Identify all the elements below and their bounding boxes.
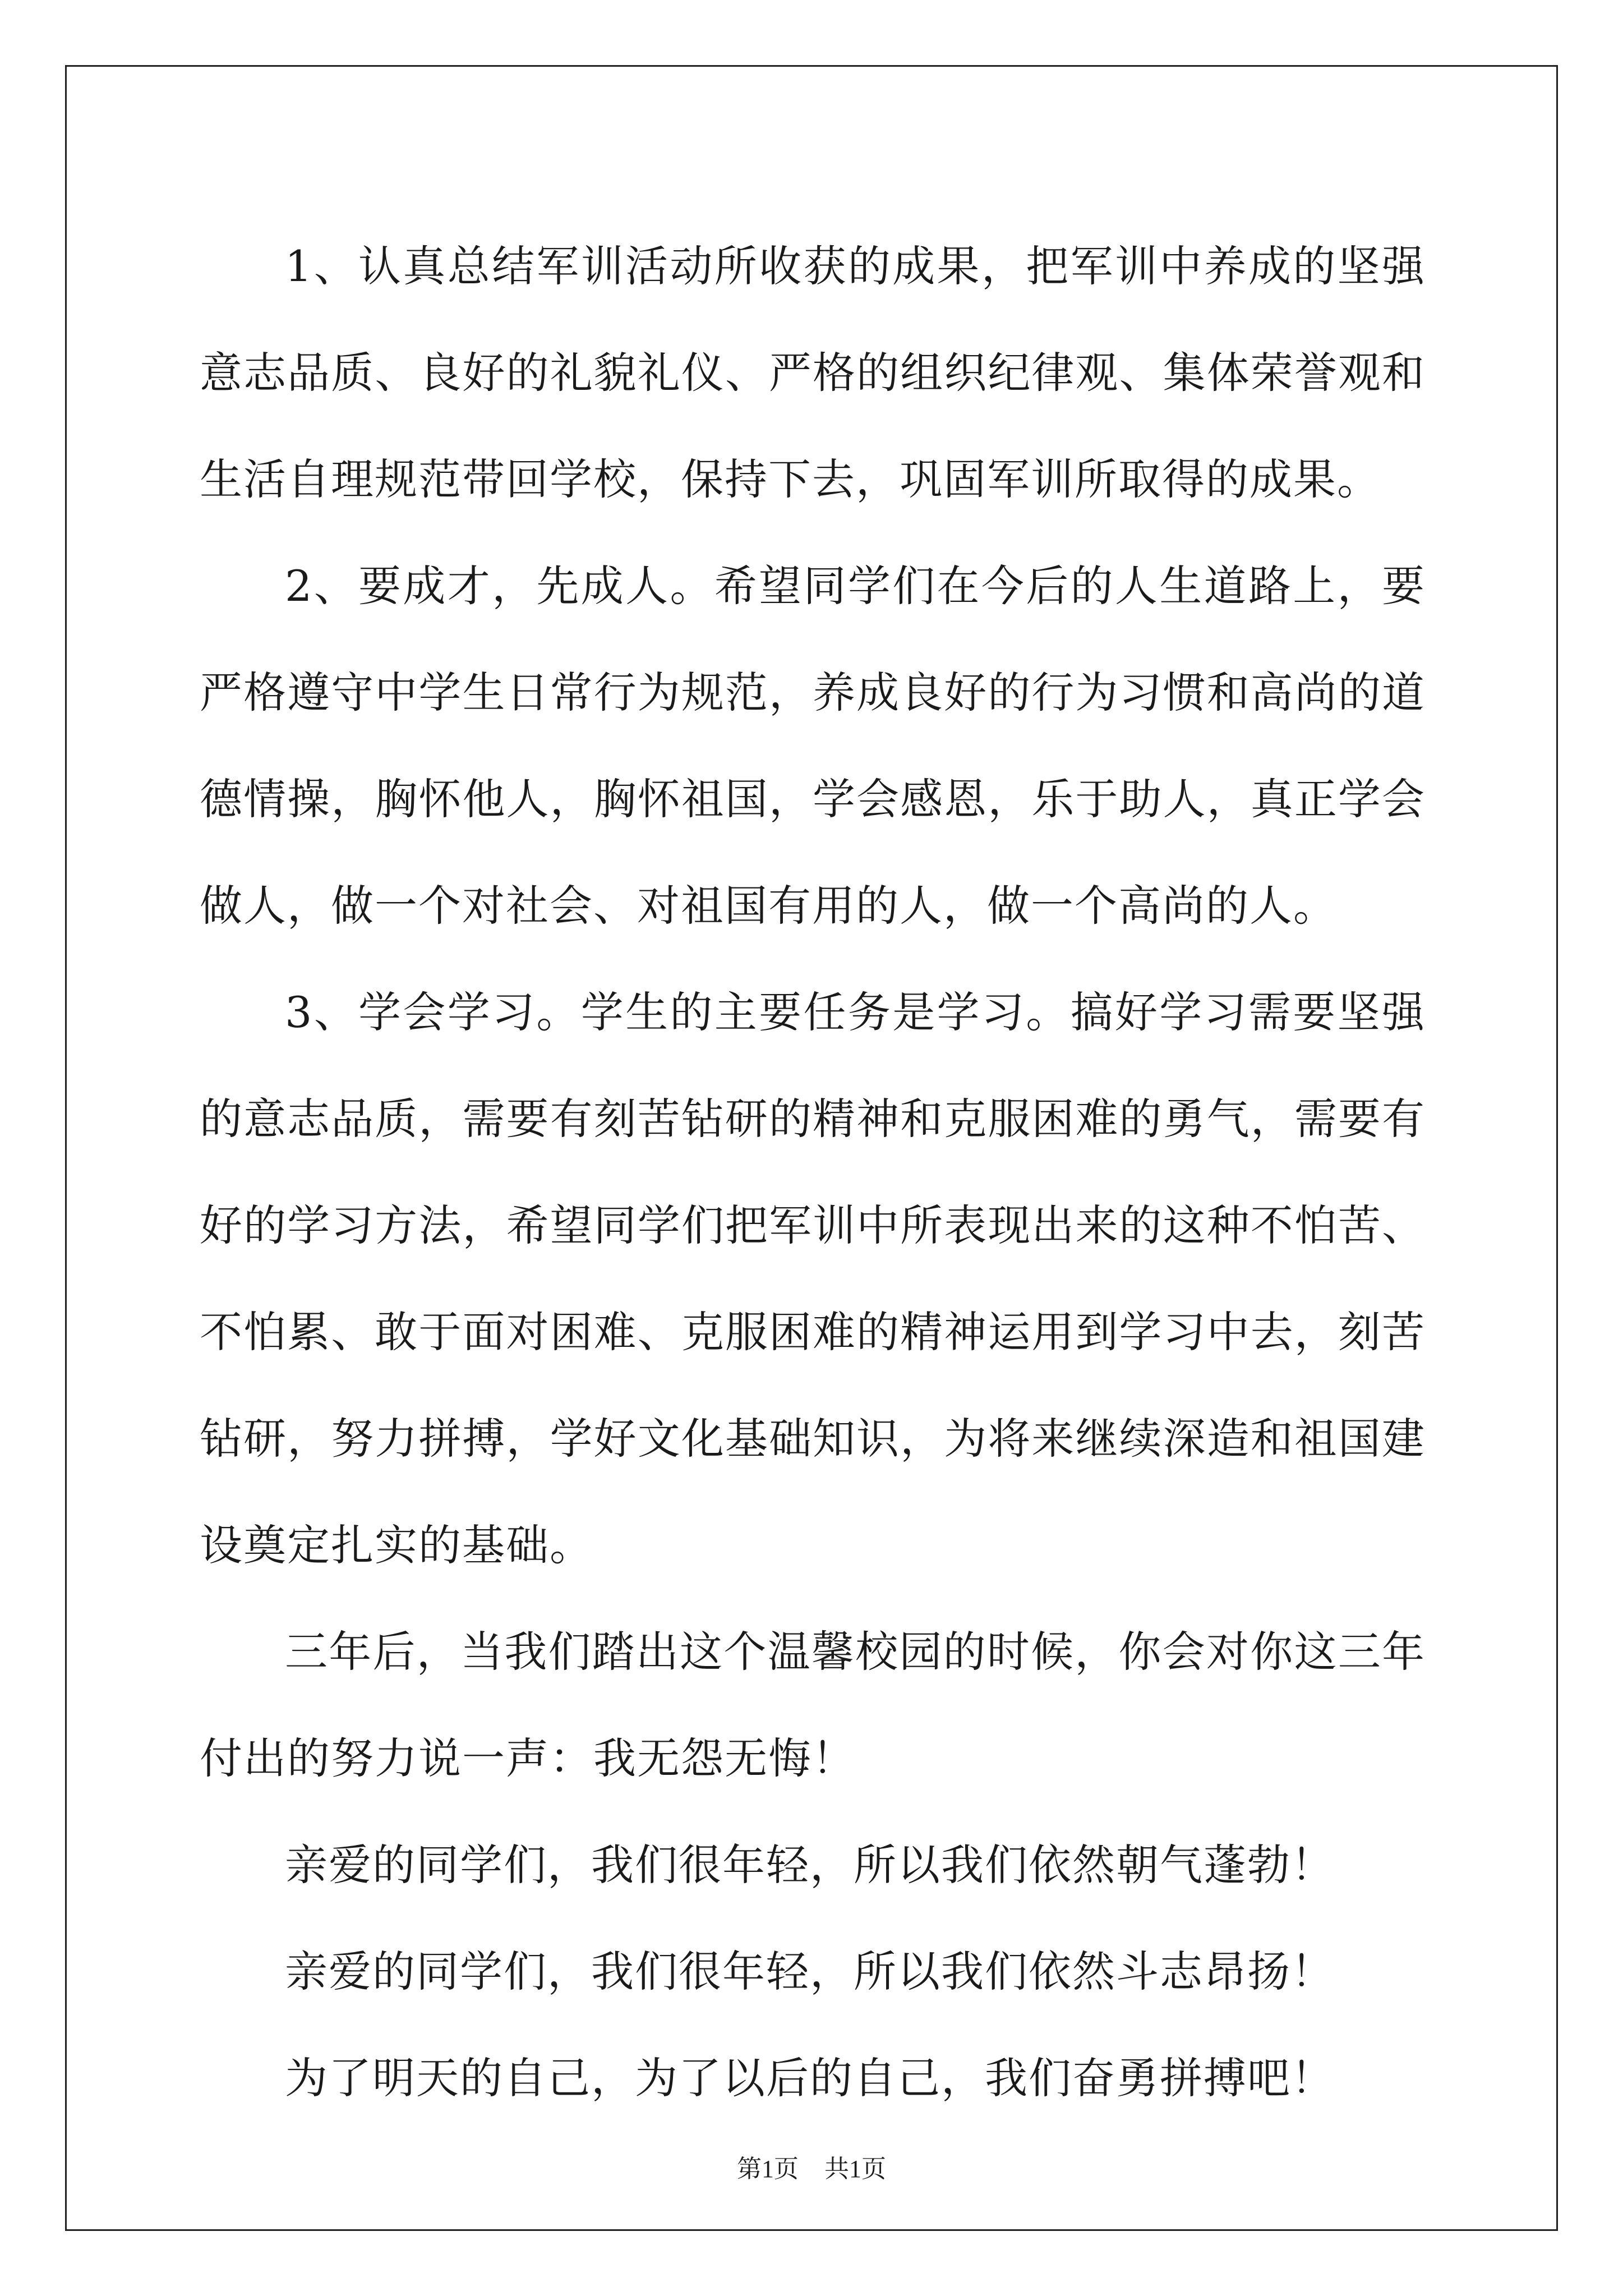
paragraph-7: 为了明天的自己，为了以后的自己，我们奋勇拼搏吧！ [285,2053,1335,2103]
paragraph-6: 亲爱的同学们，我们很年轻，所以我们依然斗志昂扬！ [285,1947,1335,1996]
paragraph-2: 2、要成才，先成人。希望同学们在今后的人生道路上，要严格遵守中学生日常行为规范，养成良好的行为习惯和高尚的道德情操，胸怀他人，胸怀祖国，学会感恩，乐于助人，真正学会做人，做一个对社会、对祖国有用的人，做一个高尚的人。 [200,561,1426,931]
page-number-total: 共1页 [824,2155,886,2183]
paragraph-4: 三年后，当我们踏出这个温馨校园的时候，你会对你这三年付出的努力说一声：我无怨无悔！ [200,1627,1426,1783]
paragraph-5: 亲爱的同学们，我们很年轻，所以我们依然朝气蓬勃！ [285,1840,1335,1890]
document-body [200,213,1426,2132]
page-footer [0,2148,1623,2184]
paragraph-3: 3、学会学习。学生的主要任务是学习。搞好学习需要坚强的意志品质，需要有刻苦钻研的精神和克服困难的勇气，需要有好的学习方法，希望同学们把军训中所表现出来的这种不怕苦、不怕累、敢于面对困难、克服困难的精神运用到学习中去，刻苦钻研，努力拼搏，学好文化基础知识，为将来继续深造和祖国建设奠定扎实的基础。 [200,987,1426,1570]
page-number-current: 第1页 [737,2155,799,2183]
paragraph-1: 1、认真总结军训活动所收获的成果，把军训中养成的坚强意志品质、良好的礼貌礼仪、严格的组织纪律观、集体荣誉观和生活自理规范带回学校，保持下去，巩固军训所取得的成果。 [200,241,1426,504]
